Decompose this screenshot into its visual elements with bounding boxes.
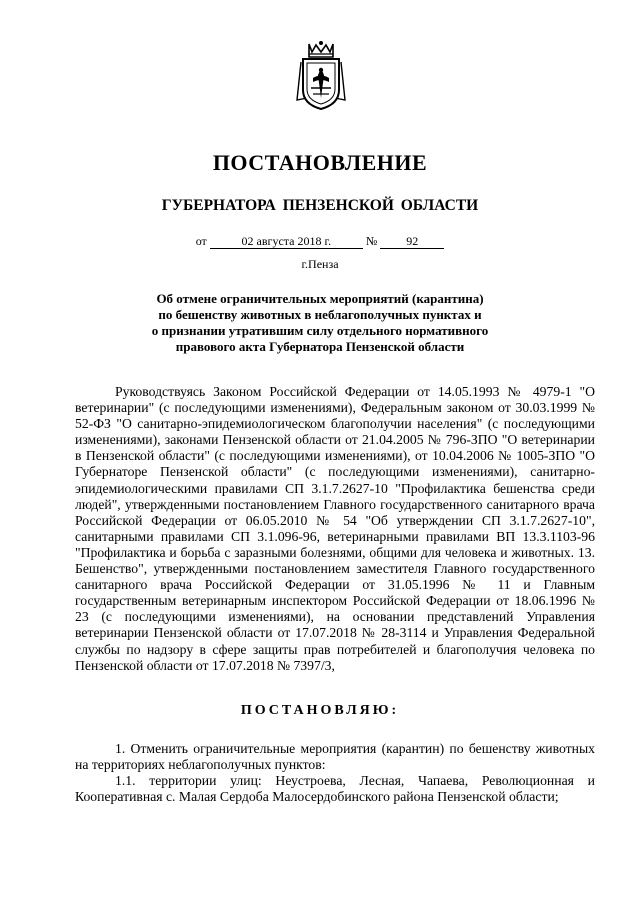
date-prefix: от — [195, 234, 207, 248]
issuer-subtitle: ГУБЕРНАТОРА ПЕНЗЕНСКОЙ ОБЛАСТИ — [161, 197, 479, 214]
coat-of-arms-icon — [295, 40, 347, 112]
document-title-line: правового акта Губернатора Пензенской области — [175, 339, 465, 354]
page-title: ПОСТАНОВЛЕНИЕ — [212, 150, 428, 175]
decree-point: 1.1. территории улиц: Неустроева, Лесная, Чапаева, Революционная и Кооперативная с. Малая Сердоба Малосердобинского района Пензенской области; — [75, 773, 595, 805]
document-date: 02 августа 2018 г. — [210, 235, 363, 249]
number-prefix: № — [365, 234, 378, 248]
date-number-line — [0, 234, 640, 249]
preamble-paragraph: Руководствуясь Законом Российской Федерации от 14.05.1993 № 4979-1 "О ветеринарии" (с последующими изменениями), Федеральным законом от 30.03.1999 № 52-ФЗ "О санитарно-эпидемиологическом благополучии населения" (с последующими изменениями), законами Пензенской области от 21.04.2005 № 796-ЗПО "О ветеринарии в Пензенской области" (с последующими изменениями), от 10.04.2006 № 1005-ЗПО "О Губернаторе Пензенской области" (с последующими изменениями), санитарно-эпидемиологическими правилами СП 3.1.7.2627-10 "Профилактика бешенства среди людей", утвержденными постановлением Главного государственного санитарного врача Российской Федерации от 06.05.2010 № 54 "Об утверждении СП 3.1.7.2627-10", санитарными правилами СП 3.1.096-96, ветеринарными правилами ВП 13.3.1103-96 "Профилактика и борьба с заразными болезнями, общими для человека и животных. 13. Бешенство", утвержденными постановлением заместителя Главного государственного санитарного врача Российской Федерации от 31.05.1996 № 11 и Главным государственным ветеринарным инспектором Российской Федерации от 18.06.1996 № 23 (с последующими изменениями), на основании представлений Управления ветеринарии Пензенской области от 17.07.2018 № 28-3114 и Управления Федеральной службы по надзору в сфере защиты прав потребителей и благополучия человека по Пензенской области от 17.07.2018 № 7397/3, — [75, 384, 595, 673]
preamble-block — [75, 384, 595, 674]
document-title-line: Об отмене ограничительных мероприятий (карантина) — [156, 291, 484, 306]
decree-heading: ПОСТАНОВЛЯЮ: — [240, 703, 400, 718]
document-title-line: о признании утратившим силу отдельного нормативного — [151, 323, 489, 338]
decree-point: 1. Отменить ограничительные мероприятия (карантин) по бешенству животных на территориях неблагополучных пунктов: — [75, 741, 595, 773]
document-title — [120, 291, 520, 355]
document-title-line: по бешенству животных в неблагополучных пунктах и — [158, 307, 482, 322]
city-label: г.Пенза — [301, 257, 339, 271]
decree-points — [75, 741, 595, 805]
document-number: 92 — [380, 235, 444, 249]
